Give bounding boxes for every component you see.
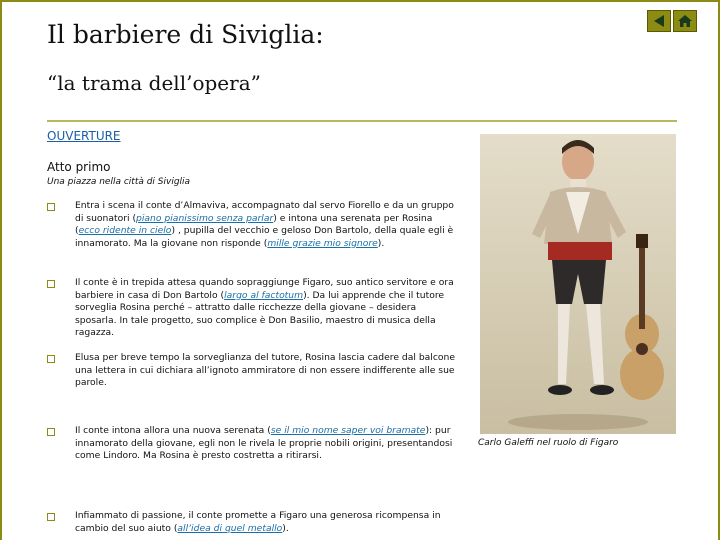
- item-text: Il conte è in trepida attesa quando sopraggiunge Figaro, suo antico servitore e ora barbiere in casa di Don Bartolo (largo al factotum). Da lui apprende che il tutore sorveglia Rosina perché – attratto dalle ricchezze della giovane – desidera sposarla. In tale progetto, suo complice è Don Basilio, maestro di musica della ragazza.: [75, 277, 454, 338]
- bullet-icon: [47, 280, 55, 288]
- item-text: Infiammato di passione, il conte promette a Figaro una generosa ricompensa in cambio del suo aiuto (all’idea di quel metallo).: [75, 510, 441, 534]
- back-arrow-icon: [652, 14, 666, 28]
- portrait-illustration: [480, 134, 676, 434]
- back-button[interactable]: [647, 10, 671, 32]
- aria-link[interactable]: largo al factotum: [224, 289, 304, 301]
- aria-link[interactable]: se il mio nome saper voi bramate: [270, 425, 426, 436]
- aria-link[interactable]: piano pianissimo senza parlar: [136, 212, 274, 224]
- page-subtitle: “la trama dell’opera”: [47, 71, 261, 95]
- aria-link[interactable]: mille grazie mio signore: [267, 237, 378, 249]
- bullet-icon: [47, 203, 55, 211]
- item-text: Entra i scena il conte d’Almaviva, accompagnato dal servo Fiorello e da un gruppo di suonatori (piano pianissimo senza parlar) e intona una serenata per Rosina (ecco ridente in cielo) , pupilla del vecchio e geloso Don Bartolo, della quale egli è innamorato. Ma la giovane non risponde (mille grazie mio signore).: [75, 200, 454, 249]
- top-border: [0, 0, 720, 2]
- item-text: Elusa per breve tempo la sorveglianza del tutore, Rosina lascia cadere dal balcone una lettera in cui dichiara all’ignoto ammiratore di non essere indifferente alle sue parole.: [75, 352, 456, 388]
- page-title: Il barbiere di Siviglia:: [47, 20, 324, 49]
- bullet-icon: [47, 513, 55, 521]
- title-divider: [47, 120, 677, 122]
- home-icon: [677, 14, 693, 28]
- scene-description: Una piazza nella città di Siviglia: [47, 177, 191, 187]
- portrait-caption: Carlo Galeffi nel ruolo di Figaro: [478, 438, 619, 448]
- nav-buttons: [647, 10, 697, 32]
- aria-link[interactable]: ecco ridente in cielo: [78, 225, 172, 236]
- act-title: Atto primo: [47, 160, 111, 174]
- home-button[interactable]: [673, 10, 697, 32]
- bullet-icon: [47, 355, 55, 363]
- overture-link[interactable]: OUVERTURE: [47, 129, 121, 143]
- figaro-portrait: [480, 134, 676, 434]
- left-border: [0, 0, 2, 540]
- item-text: Il conte intona allora una nuova serenata (se il mio nome saper voi bramate): pur innamorato della giovane, egli non le rivela le proprie nobili origini, presentandosi come Lindoro. Ma Rosina è presto costretta a ritirarsi.: [75, 425, 453, 461]
- aria-link[interactable]: all’idea di quel metallo: [177, 522, 283, 534]
- bullet-icon: [47, 428, 55, 436]
